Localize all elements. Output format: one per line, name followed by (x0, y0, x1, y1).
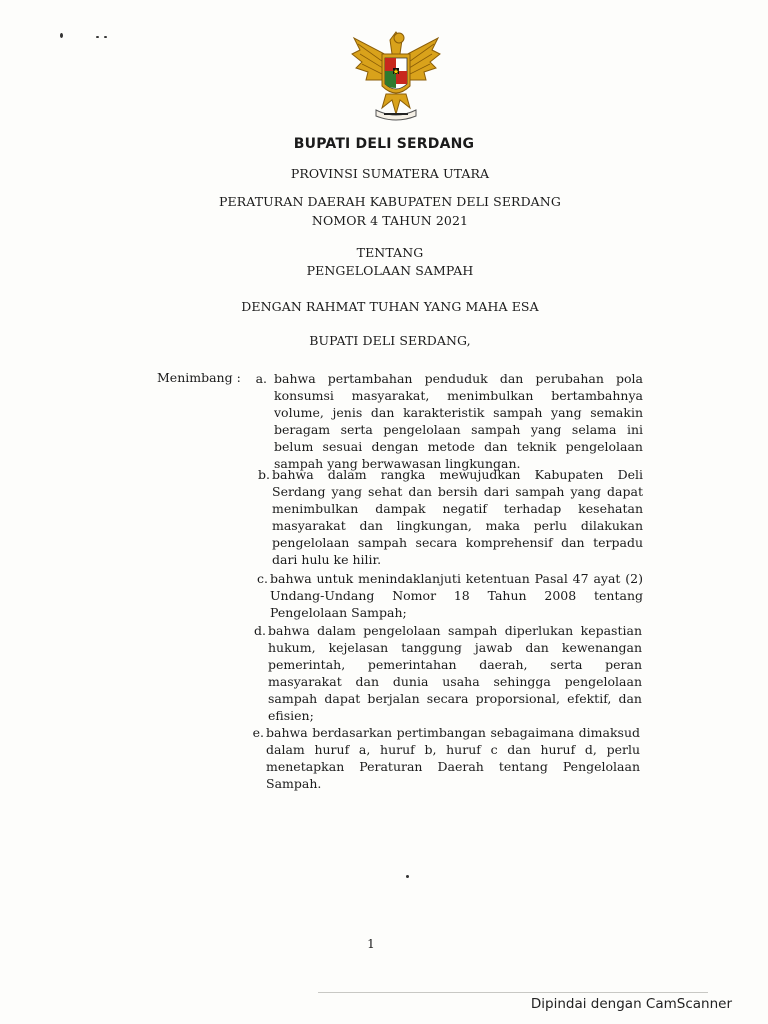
item-letter: c. (257, 571, 268, 586)
item-text: bahwa untuk menindaklanjuti ketentuan Pasal 47 ayat (2) Undang-Undang Nomor 18 Tahun 2008 tentang Pengelolaan Sampah; (270, 571, 643, 620)
item-letter: d. (254, 623, 266, 638)
grace-line: DENGAN RAHMAT TUHAN YANG MAHA ESA (241, 299, 539, 314)
province-line: PROVINSI SUMATERA UTARA (290, 166, 490, 181)
scan-speck (104, 36, 107, 38)
scanner-watermark: Dipindai dengan CamScanner (530, 996, 732, 1012)
footer-divider (318, 992, 708, 993)
page-number: 1 (367, 937, 375, 951)
item-text: bahwa dalam pengelolaan sampah diperlukan kepastian hukum, kejelasan tanggung jawab dan kewenangan pemerintah, pemerintahan daerah, serta peran masyarakat dan dunia usaha sehingga pengelolaan sampah dapat berjalan secara proporsional, efektif, dan efisien; (268, 623, 642, 723)
item-letter: e. (252, 725, 264, 740)
regulation-line-1: PERATURAN DAERAH KABUPATEN DELI SERDANG (219, 194, 561, 209)
item-letter: b. (258, 467, 270, 482)
garuda-emblem-icon (346, 24, 446, 124)
scan-speck (406, 875, 409, 878)
item-text: bahwa dalam rangka mewujudkan Kabupaten Deli Serdang yang sehat dan bersih dari sampah yang dapat menimbulkan dampak negatif terhadap kesehatan masyarakat dan lingkungan, maka perlu dilakukan pengelolaan sampah secara komprehensif dan terpadu dari hulu ke hilir. (272, 467, 643, 567)
regulation-line-2: NOMOR 4 TAHUN 2021 (311, 213, 469, 228)
authority-line: BUPATI DELI SERDANG, (309, 333, 471, 348)
document-title: BUPATI DELI SERDANG (293, 136, 475, 152)
scan-speck (96, 36, 99, 38)
about-subject: PENGELOLAAN SAMPAH (306, 263, 474, 278)
about-label: TENTANG (356, 245, 424, 260)
item-letter: a. (255, 371, 267, 386)
item-text: bahwa pertambahan penduduk dan perubahan pola konsumsi masyarakat, menimbulkan bertambahnya volume, jenis dan karakteristik sampah yang semakin beragam serta pengelolaan sampah yang selama ini belum sesuai dengan metode dan teknik pengelolaan sampah yang berwawasan lingkungan. (274, 371, 643, 471)
item-text: bahwa berdasarkan pertimbangan sebagaimana dimaksud dalam huruf a, huruf b, huruf c dan huruf d, perlu menetapkan Peraturan Daerah tentang Pengelolaan Sampah. (266, 725, 640, 791)
considerations-label: Menimbang : (157, 370, 241, 385)
scan-speck (60, 33, 63, 38)
